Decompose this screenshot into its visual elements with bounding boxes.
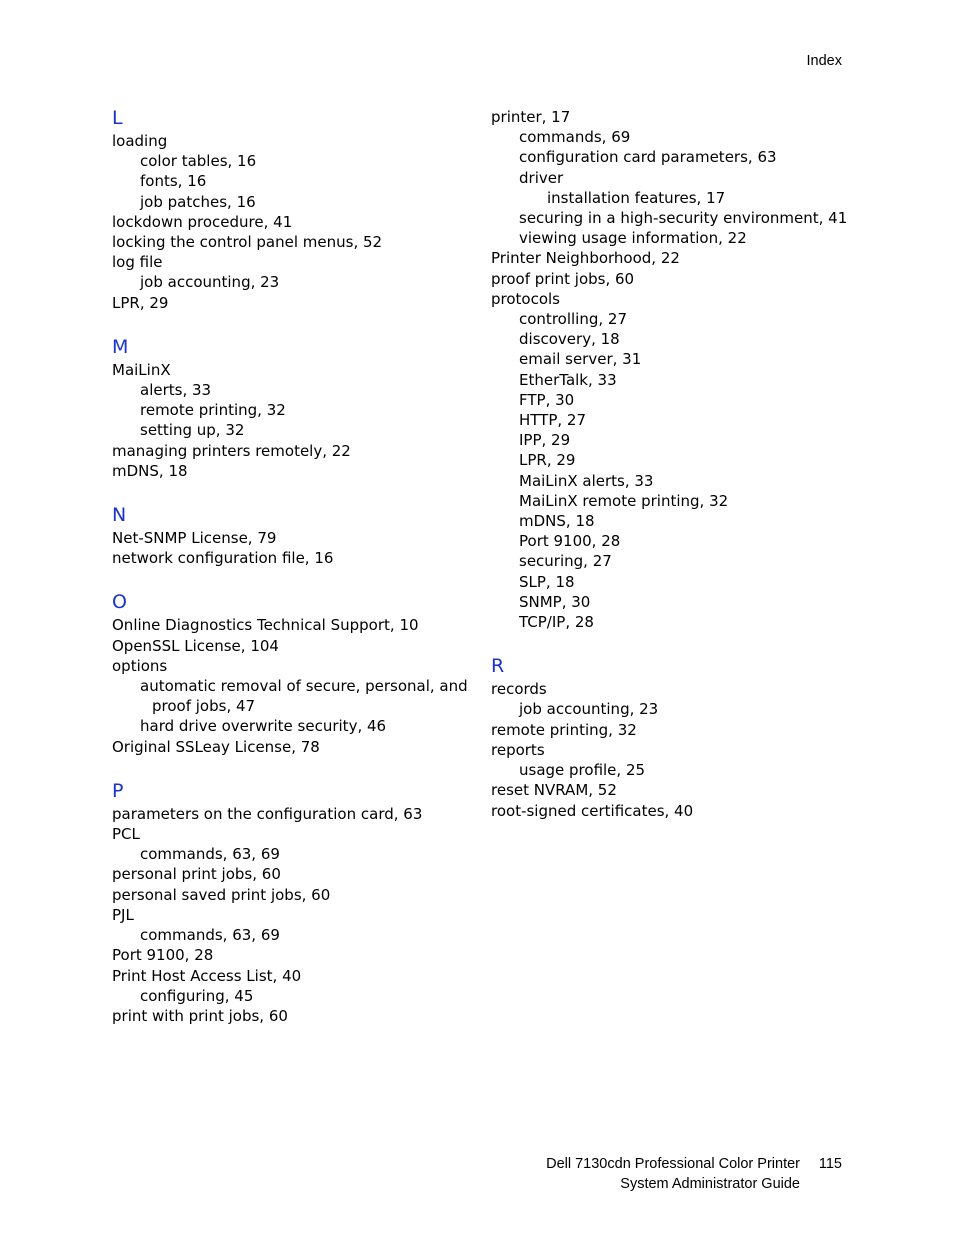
- page-footer: [546, 1155, 842, 1194]
- letter-group-o: [112, 591, 468, 756]
- index-subentry: fonts, 16: [140, 172, 207, 191]
- index-subentry: SLP, 18: [519, 572, 575, 591]
- index-subentry: job accounting, 23: [140, 273, 280, 292]
- index-subentry: EtherTalk, 33: [519, 370, 617, 389]
- index-entry: LPR, 29: [112, 293, 169, 312]
- index-subentry: setting up, 32: [140, 421, 245, 440]
- index-subentry: MaiLinX remote printing, 32: [519, 491, 729, 510]
- index-entry: Online Diagnostics Technical Support, 10: [112, 616, 419, 635]
- index-subentry: alerts, 33: [140, 381, 212, 400]
- index-entry: remote printing, 32: [491, 720, 637, 739]
- index-subentry: mDNS, 18: [519, 512, 595, 531]
- index-subentry: hard drive overwrite security, 46: [140, 717, 387, 736]
- index-entry: OpenSSL License, 104: [112, 636, 279, 655]
- index-subentry: job patches, 16: [140, 192, 256, 211]
- index-subentry: viewing usage information, 22: [519, 229, 747, 248]
- index-entry: log file: [112, 253, 163, 272]
- index-entry: mDNS, 18: [112, 461, 188, 480]
- index-subentry: configuration card parameters, 63: [519, 148, 777, 167]
- index-subentry: driver: [519, 168, 564, 187]
- footer-guide-title: System Administrator Guide: [620, 1175, 800, 1192]
- index-subentry: TCP/IP, 28: [519, 613, 594, 632]
- index-entry: Printer Neighborhood, 22: [491, 249, 680, 268]
- footer-product-name: Dell 7130cdn Professional Color Printer: [546, 1156, 800, 1172]
- index-subentry-continuation: proof jobs, 47: [152, 697, 256, 716]
- index-entry: Print Host Access List, 40: [112, 966, 302, 985]
- index-entry: root-signed certificates, 40: [491, 801, 694, 820]
- index-subentry: controlling, 27: [519, 310, 627, 329]
- index-subentry: discovery, 18: [519, 330, 620, 349]
- index-entry: print with print jobs, 60: [112, 1006, 288, 1025]
- index-letter: P: [112, 779, 124, 802]
- index-subsubentry: installation features, 17: [547, 188, 726, 207]
- index-subentry: FTP, 30: [519, 390, 575, 409]
- index-subentry: securing, 27: [519, 552, 612, 571]
- letter-group-l: [112, 107, 457, 313]
- index-entry: PJL: [112, 905, 134, 924]
- index-subentry: usage profile, 25: [519, 761, 646, 780]
- index-entry: Original SSLeay License, 78: [112, 737, 320, 756]
- index-entry: protocols: [491, 289, 561, 308]
- index-subentry: automatic removal of secure, personal, and: [140, 677, 468, 696]
- index-subentry: configuring, 45: [140, 986, 254, 1005]
- index-subentry: HTTP, 27: [519, 411, 587, 430]
- letter-group-r: [491, 655, 836, 820]
- index-subentry: SNMP, 30: [519, 592, 591, 611]
- index-entry: lockdown procedure, 41: [112, 212, 293, 231]
- index-entry: reports: [491, 740, 545, 759]
- letter-group-m: [112, 336, 457, 481]
- index-entry: locking the control panel menus, 52: [112, 233, 383, 252]
- index-entry: reset NVRAM, 52: [491, 781, 617, 800]
- index-letter: M: [112, 335, 129, 358]
- index-entry: records: [491, 680, 547, 699]
- letter-group-p: [112, 780, 457, 1026]
- index-letter: N: [112, 504, 127, 527]
- index-subentry: job accounting, 23: [519, 700, 659, 719]
- index-entry: loading: [112, 132, 168, 150]
- index-letter: R: [491, 655, 505, 678]
- index-entry: Port 9100, 28: [112, 946, 214, 965]
- index-entry: personal saved print jobs, 60: [112, 885, 331, 904]
- index-letter: L: [112, 107, 123, 129]
- index-subentry: IPP, 29: [519, 431, 571, 450]
- index-entry: Net-SNMP License, 79: [112, 529, 277, 548]
- running-header: Index: [806, 53, 842, 69]
- index-subentry: commands, 63, 69: [140, 926, 280, 945]
- letter-group-p-continued: [491, 107, 848, 632]
- index-subentry: remote printing, 32: [140, 401, 286, 420]
- index-entry: personal print jobs, 60: [112, 865, 281, 884]
- index-entry: printer, 17: [491, 108, 571, 126]
- index-subentry: commands, 63, 69: [140, 845, 280, 864]
- index-column-right: [491, 107, 848, 821]
- index-entry: parameters on the configuration card, 63: [112, 804, 423, 823]
- index-subentry: MaiLinX alerts, 33: [519, 471, 654, 490]
- index-subentry: email server, 31: [519, 350, 642, 369]
- index-subentry: LPR, 29: [519, 451, 576, 470]
- index-subentry: Port 9100, 28: [519, 532, 621, 551]
- index-subentry: commands, 69: [519, 128, 631, 147]
- index-entry: proof print jobs, 60: [491, 269, 635, 288]
- page-number: 115: [818, 1156, 842, 1172]
- index-subentry: securing in a high-security environment, 41: [519, 209, 848, 228]
- index-entry: MaiLinX: [112, 360, 171, 379]
- index-entry: PCL: [112, 825, 140, 844]
- index-letter: O: [112, 591, 127, 614]
- index-entry: network configuration file, 16: [112, 549, 334, 568]
- letter-group-n: [112, 504, 457, 568]
- index-entry: managing printers remotely, 22: [112, 441, 351, 460]
- index-column-left: [112, 107, 468, 1026]
- index-subentry: color tables, 16: [140, 152, 257, 171]
- index-entry: options: [112, 656, 168, 675]
